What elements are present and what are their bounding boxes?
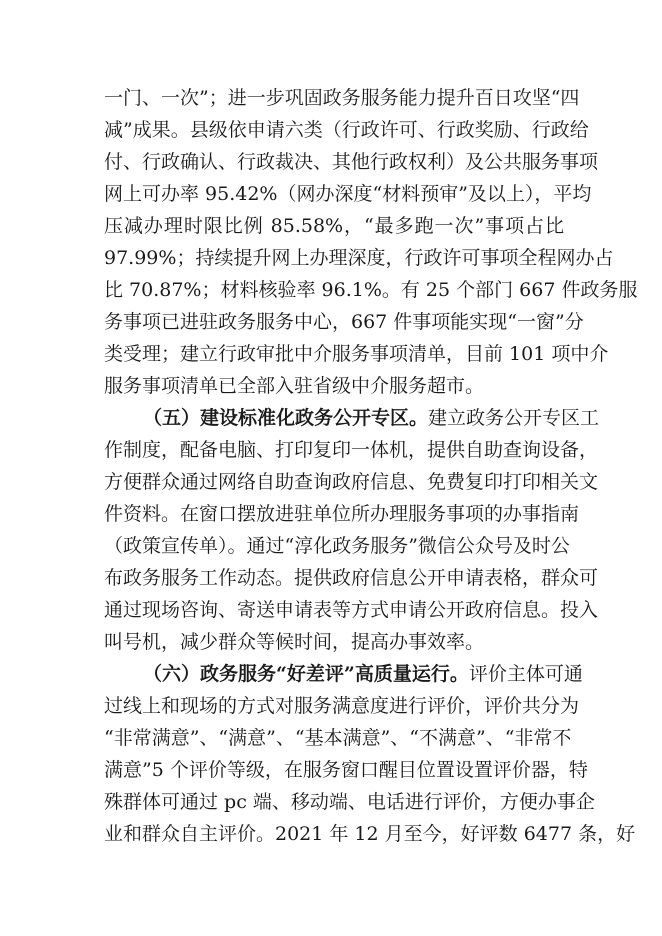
text-line: 务事项已进驻政务服务中心，667 件事项能实现“一窗”分 <box>104 311 584 333</box>
section-heading: （五）建设标准化政务公开专区。 <box>143 407 429 429</box>
section-first-line <box>143 404 600 432</box>
text-line: 付、行政确认、行政裁决、其他行政权利）及公共服务事项 <box>104 151 599 173</box>
text-line: 布政务服务工作动态。提供政府信息公开申请表格，群众可 <box>104 567 599 589</box>
text-line: 叫号机，减少群众等候时间，提高办事效率。 <box>104 631 485 653</box>
text-line: 通过现场咨询、寄送申请表等方式申请公开政府信息。投入 <box>104 599 599 621</box>
section-text: 建立政务公开专区工 <box>428 407 600 429</box>
text-line: 件资料。在窗口摆放进驻单位所办理服务事项的办事指南 <box>104 503 580 525</box>
text-line: 比 70.87%；材料核验率 96.1%。有 25 个部门 667 件政务服 <box>104 279 638 301</box>
section-text: 评价主体可通 <box>468 663 583 685</box>
text-line: 压减办理时限比例 85.58%，“最多跑一次”事项占比 <box>104 215 564 237</box>
section-heading: （六）政务服务“好差评”高质量运行。 <box>143 663 469 685</box>
text-line: 减”成果。县级依申请六类（行政许可、行政奖励、行政给 <box>104 119 589 141</box>
text-line: 类受理；建立行政审批中介服务事项清单，目前 101 项中介 <box>104 343 609 365</box>
text-line: 97.99%；持续提升网上办理深度，行政许可事项全程网办占 <box>104 247 614 269</box>
text-line: 方便群众通过网络自助查询政府信息、免费复印打印相关文 <box>104 471 599 493</box>
text-line: 殊群体可通过 pc 端、移动端、电话进行评价，方便办事企 <box>104 791 595 813</box>
text-line: “非常满意”、“满意”、“基本满意”、“不满意”、“非常不 <box>104 727 572 749</box>
text-line: 业和群众自主评价。2021 年 12 月至今，好评数 6477 条，好 <box>104 823 636 845</box>
text-line: 过线上和现场的方式对服务满意度进行评价，评价共分为 <box>104 695 580 717</box>
text-line: 服务事项清单已全部入驻省级中介服务超市。 <box>104 375 485 397</box>
text-line: 满意”5 个评价等级，在服务窗口醒目位置设置评价器，特 <box>104 759 588 781</box>
text-line: 网上可办率 95.42%（网办深度“材料预审”及以上），平均 <box>104 183 592 205</box>
text-line: 一门、一次”；进一步巩固政务服务能力提升百日攻坚“四 <box>104 87 580 109</box>
text-line: （政策宣传单）。通过“淳化政务服务”微信公众号及时公 <box>104 535 570 557</box>
text-line: 作制度，配备电脑、打印复印一体机，提供自助查询设备， <box>104 439 599 461</box>
section-first-line <box>143 660 583 688</box>
